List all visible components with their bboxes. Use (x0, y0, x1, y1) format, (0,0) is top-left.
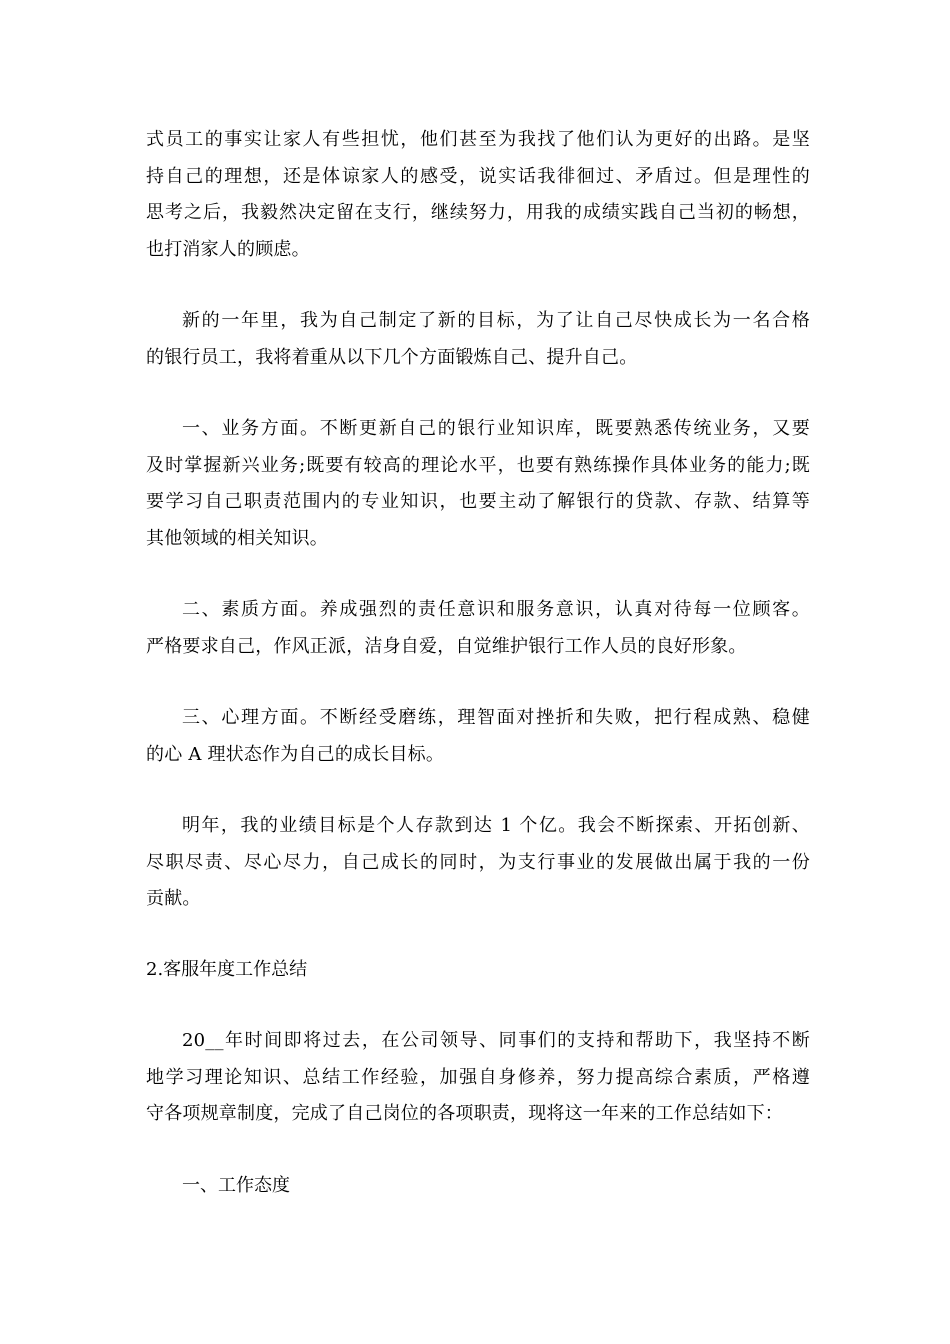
text-line: 严格要求自己，作风正派，洁身自爱，自觉维护银行工作人员的良好形象。 (146, 635, 747, 657)
text-line: 20__年时间即将过去，在公司领导、同事们的支持和帮助下，我坚持不断 (182, 1030, 810, 1051)
paragraph-new-year-goals (146, 303, 810, 376)
paragraph-gap (146, 376, 810, 411)
paragraph-family-concern (146, 122, 810, 268)
sub-heading-work-attitude: 一、工作态度 (182, 1174, 290, 1196)
text-line: 三、心理方面。不断经受磨练，理智面对挫折和失败，把行程成熟、稳健 (182, 707, 810, 728)
text-line: 贡献。 (146, 888, 201, 909)
paragraph-gap (146, 773, 810, 808)
text-line: 其他领域的相关知识。 (146, 527, 328, 549)
paragraph-psychology-aspect (146, 700, 810, 773)
paragraph-quality-aspect (146, 592, 810, 665)
section-heading: 2.客服年度工作总结 (146, 958, 308, 980)
text-line: 一、业务方面。不断更新自己的银行业知识库，既要熟悉传统业务，又要 (182, 418, 810, 439)
paragraph-gap (146, 665, 810, 700)
text-line: 持自己的理想，还是体谅家人的感受，说实话我徘徊过、矛盾过。但是理性的 (146, 165, 810, 187)
paragraph-gap (146, 918, 810, 952)
text-line: 守各项规章制度，完成了自己岗位的各项职责，现将这一年来的工作总结如下： (146, 1103, 783, 1124)
text-line: 也打消家人的顾虑。 (146, 238, 310, 260)
paragraph-business-aspect (146, 411, 810, 557)
document-body (146, 122, 810, 1204)
text-line: 要学习自己职责范围内的专业知识，也要主动了解银行的贷款、存款、结算等 (146, 491, 810, 512)
text-line: 尽职尽责、尽心尽力，自己成长的同时，为支行事业的发展做出属于我的一份 (146, 851, 810, 873)
paragraph-performance-target (146, 808, 810, 918)
text-line: 思考之后，我毅然决定留在支行，继续努力，用我的成绩实践自己当初的畅想， (146, 202, 810, 223)
paragraph-gap (146, 557, 810, 592)
text-line: 的心 A 理状态作为自己的成长目标。 (146, 743, 445, 765)
paragraph-gap (146, 1133, 810, 1168)
text-line: 二、素质方面。养成强烈的责任意识和服务意识，认真对待每一位顾客。 (182, 599, 810, 620)
paragraph-gap (146, 988, 810, 1023)
text-line: 地学习理论知识、总结工作经验，加强自身修养，努力提高综合素质，严格遵 (146, 1066, 810, 1088)
text-line: 新的一年里，我为自己制定了新的目标，为了让自己尽快成长为一名合格 (182, 310, 810, 331)
text-line: 明年，我的业绩目标是个人存款到达 1 个亿。我会不断探索、开拓创新、 (182, 815, 810, 836)
paragraph-section-intro (146, 1023, 810, 1133)
text-line: 及时掌握新兴业务;既要有较高的理论水平，也要有熟练操作具体业务的能力;既 (146, 454, 810, 476)
paragraph-gap (146, 268, 810, 303)
text-line: 的银行员工，我将着重从以下几个方面锻炼自己、提升自己。 (146, 346, 638, 368)
text-line: 式员工的事实让家人有些担忧，他们甚至为我找了他们认为更好的出路。是坚 (146, 129, 810, 150)
